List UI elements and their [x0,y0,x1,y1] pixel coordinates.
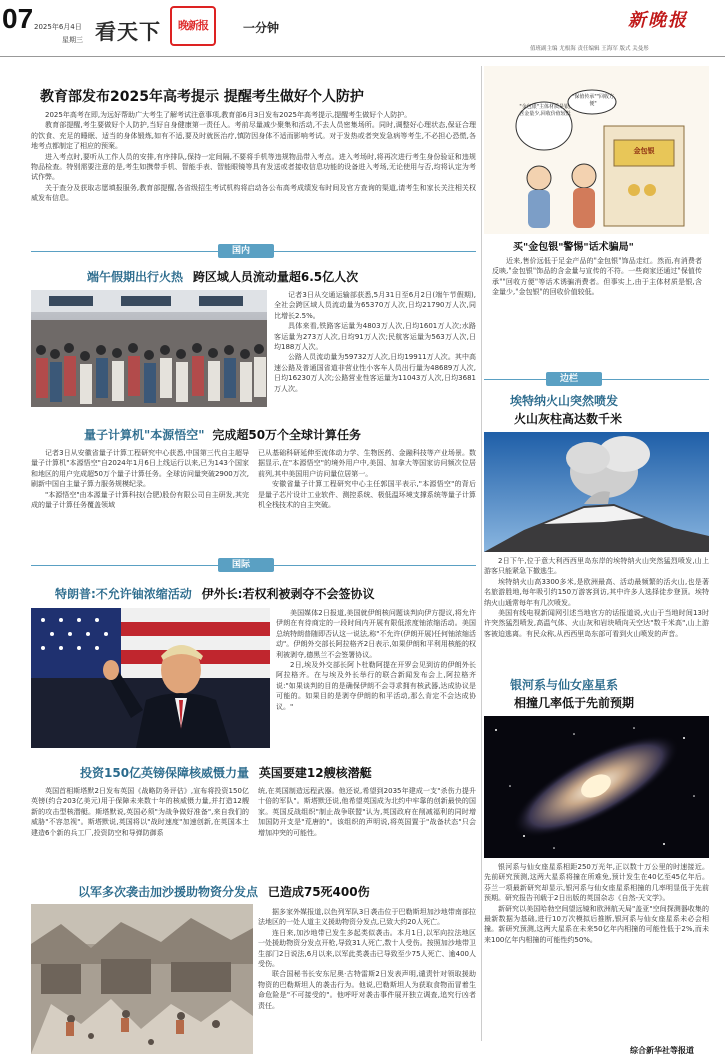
uk-col2: 统,在英国制造远程武器。他还说,希望到2035年建成一支"杀伤力提升十倍的军队"。斯塔默还说,他希望英国成为北约中牢靠的创新最快的国家。英国反战组织"制止战争联盟"认为,英国政府在削减福利的同时增加国防开支是"荒唐的"。该组织的声明说,将英国置于"战备状态"只会增加冲突的可能性。 [258,787,476,837]
etna-photo [484,432,709,552]
editors-line: 值班副主编 尤根海 责任编辑 王海军 版式 关曼彤 [530,46,649,52]
trump-headline-black: 伊外长:若权利被剥夺不会签协议 [201,587,375,601]
etna-headline-1: 埃特纳火山突然喷发 [510,394,619,408]
holiday-p2: 具体来看,铁路客运量为4803万人次,日均1601万人次;水路客运量为273万人次,日均91万人次;民航客运量为563万人次,日均188万人次。 [274,322,476,352]
gaza-body [258,907,476,1011]
holiday-p3: 公路人员流动量为59732万人次,日均19911万人次。其中高速公路及普通国省道非营业性小客车人员出行量为48689万人次,日均16230万人次;公路营业性客运量为11043万人次,日均3681万人次。 [274,353,476,393]
seal-text: 晚新报 [178,19,208,32]
cartoon-bubble-2: "保值传承""回收方便" [572,94,614,107]
holiday-body [274,290,476,394]
uk-headline-black: 英国要建12艘核潜艇 [258,766,372,780]
trump-headline [55,585,374,602]
gaokao-p4: 关于查分及获取志愿填报服务,教育部提醒,各省级招生考试机构将启动各公布高考成绩发布时间及官方查询的渠道,请考生和家长关注相关权威发布信息。 [31,183,476,203]
holiday-p1: 记者3日从交通运输部获悉,5月31日至6月2日(端午节假期),全社会跨区域人员流动量为65370万人次,日均21790万人次,同比增长2.5%。 [274,291,476,320]
holiday-headline-blue: 端午假期出行火热 [87,270,184,284]
galaxy-body [484,862,709,945]
intl-banner-label: 国际 [232,560,251,570]
gaza-headline-black: 已造成75死400伤 [267,885,370,899]
quantum-col1-p2: "本源悟空"由本源量子计算科技(合肥)股份有限公司自主研发,其完成的量子计算任务覆盖领域 [31,490,249,510]
quantum-headline [84,426,361,443]
galaxy-headline-1: 银河系与仙女座星系 [510,678,619,692]
trump-p1: 美国媒体2日报道,美国就伊朗核问题谈判向伊方提议,将允许伊朗在有待商定的一段时间内开展有限低浓度铀浓缩活动。美国总统特朗普随即否认这一说法,称"不允许(伊朗开展)任何铀浓缩活动"。伊朗外交部长阿拉格齐2日表示,如果伊朗和平利用核能的权利被剥夺,德黑兰不会签署协议。 [276,609,476,659]
etna-p1: 2日下午,位于意大利西西里岛东岸的埃特纳火山突然猛烈喷发,山上游客只能紧急下撤逃生。 [484,557,709,576]
trump-photo [31,608,270,748]
gaza-photo [31,904,253,1054]
gaokao-p1: 2025年高考在即,为远好帮助广大考生了解考试注意事项,教育部6月3日发布2025年高考提示,提醒考生做好个人防护。 [45,111,412,119]
masthead [0,0,725,58]
gold-body: 近来,售价远低于足金产品的"金包银"饰品走红。然而,有消费者反映,"金包银"饰品的含金量与宣传的不符。一些商家还通过"保值传承""回收方便"等话术诱骗消费者。但事实上,由于主体材质是银,含金量少,"金包银"的回收价值较低。 [492,257,702,297]
quantum-col2-p1: 已从基础科研延伸至流体动力学、生物医药、金融科技等产业场景。数据显示,在"本源悟空"的境外用户中,美国、加拿大等国家访问频次位居前列,其中美国用户访问量位居第一。 [258,449,476,478]
gaokao-p2: 教育部提醒,考生要做好个人防护,当好自身健康第一责任人。考前尽量减少聚集和活动,不去人员密集场所。同时,调整好心理状态,保证合理的饮食、充足的睡眠、适当的身体锻炼,如有不适,要及时就医治疗,慎防因身体不适而影响考试。对于发热或者突发急病等考生,不必担心恐慌,各地考点都制定了相应的预案。 [31,121,476,151]
galaxy-p2: 新研究以美国哈勃空间望远镜和欧洲航天局"盖亚"空间探测器收集的最新数据为基础,进行10万次模拟后推断,银河系与仙女座星系未必会相撞。新研究预测,这两大星系在未来50亿年内相撞的可能性低于2%,而未来100亿年内相撞的可能性约50%。 [484,904,709,944]
border-banner-label: 边栏 [560,374,579,384]
cartoon-bubble-1: "金包银"主体材质是银,含金量少,回收价值较低 [519,104,571,117]
gaza-p2: 连日来,加沙地带已发生多起类似袭击。本月1日,以军向拉法地区一处援助物资分发点开枪,导致31人死亡,数十人受伤。按照加沙地带卫生部门2日说法,6月以来,以军此类袭击已导致至少75人死亡、逾400人受伤。 [258,928,476,969]
gold-headline: 买"金包银"警惕"话术骗局" [513,242,634,253]
galaxy-p1: 银河系与仙女座星系相距250万光年,正以数十万公里的时速接近。先前研究预测,这两大星系将撞在所难免,预计发生在40亿至45亿年后。芬兰一项最新研究却显示,银河系与仙女座星系相撞的几率明显低于先前预期。研究报告刊载于2日出版的英国杂志《自然-天文学》。 [484,863,709,903]
etna-p3: 美国有线电视新闻网引述当地官方的话报道说,火山于当地时间13时许突然猛烈喷发,高温气体、火山灰和岩块喷向天空达"数千米高",山上游客被迫逃离。有民众称,从西西里岛东部可看到火山喷发的声音。 [484,609,709,638]
quantum-headline-blue: 量子计算机"本源悟空" [84,428,205,442]
quantum-col2 [258,448,476,510]
uk-headline-blue: 投资150亿英镑保障核威慑力量 [80,766,250,780]
page-number: 07 [2,3,34,34]
holiday-headline [87,268,358,285]
column-title: 一分钟 [243,21,280,35]
issue-weekday: 星期三 [62,36,83,44]
footer-credit: 综合新华社等报道 [630,1046,694,1055]
quantum-col1-p1: 记者3日从安徽省量子计算工程研究中心获悉,中国第三代自主超导量子计算机"本源悟空"自2024年1月6日上线运行以来,已为143个国家和地区的用户完成超50万个量子计算任务。全球访问量突破2900万次,刷新中国自主量子算力服务规模纪录。 [31,449,249,489]
gaza-p1: 据多家外媒报道,以色列军队3日袭击位于巴勒斯坦加沙地带南部拉法地区的一处人道主义援助物资分发点,已致大约20人死亡。 [258,908,476,927]
etna-headline-2: 火山灰柱高达数千米 [514,412,623,426]
galaxy-photo [484,716,709,858]
quantum-col2-p2: 安徽省量子计算工程研究中心主任郭国平表示,"本源悟空"的背后是量子芯片设计工业软件、测控系统、极低温环境支撑系统等量子计算机全栈技术的自主突破。 [258,480,476,510]
gaza-p3: 联合国秘书长安东尼奥·古特雷斯2日发表声明,谴责针对领取援助物资的巴勒斯坦人的袭击行为。他说,巴勒斯坦人为获取食物而冒着生命危险是"不可接受的"。他呼吁对袭击事件展开独立调查,追究行凶者责任。 [258,970,476,1010]
trump-p2: 2日,埃及外交部长阿卜杜勒阿提在开罗会见到访的伊朗外长阿拉格齐。在与埃及外长举行的联合新闻发布会上,阿拉格齐说:"如果谈判的目的是确保伊朗不会寻求拥有核武器,达成协议是可能的。如果目的是剥夺伊朗的和平活动,那么肯定不会达成协议。" [276,661,476,711]
column-divider [481,66,482,1041]
holiday-headline-black: 跨区域人员流动量超6.5亿人次 [192,270,359,284]
gaza-headline [78,883,370,900]
gaokao-headline: 教育部发布2025年高考提示 提醒考生做好个人防护 [40,89,364,105]
galaxy-headline-2: 相撞几率低于先前预期 [514,696,635,710]
newspaper-logo: 新晚报 [628,10,688,31]
cartoon-shop-sign: 金包银 [633,147,655,155]
uk-col1: 英国首相斯塔默2日发布英国《战略防务评估》,宣布将投资150亿英镑(约合203亿美元)用于保障未来数十年的核威慑力量,并打造12艘新的攻击型核潜艇。斯塔默说,英国必须"为战争做好准备",来自我们的威胁"不容忽视"。斯塔默说,英国将以"战时速度"加速创新,在英国本土建造6个新的兵工厂,投资防空和导弹防御系 [31,787,249,837]
section-title: 看天下 [95,20,161,44]
gaokao-body [31,110,476,204]
gold-cartoon [484,66,709,234]
etna-p2: 埃特纳火山高3300多米,是欧洲最高、活动最频繁的活火山,也是著名旅游胜地,每年吸引约150万游客到访,其中许多人选择徒步登顶。埃特纳火山通常每年有几次喷发。 [484,577,709,607]
domestic-banner-label: 国内 [232,246,251,256]
issue-date: 2025年6月4日 [34,23,82,31]
seal-logo [170,6,216,46]
gaokao-p3: 进入考点时,要听从工作人员的安排,有序排队,保持一定间隔,不要将手机等违规物品带入考点。进入考场时,将再次进行考生身份验证和违规物品检查。特别需要注意的是,考生如携带手机、智能手表、智能眼镜等具有发送或者接收信息功能的设备进入考场,无论使用与否,均将认定为考试作弊。 [31,152,476,182]
uk-headline [80,764,372,781]
etna-body [484,556,709,639]
trump-headline-blue: 特朗普:不允许铀浓缩活动 [55,587,192,601]
quantum-col1 [31,448,249,510]
quantum-headline-black: 完成超50万个全球计算任务 [212,428,362,442]
masthead-rule [0,56,725,57]
gaza-headline-blue: 以军多次袭击加沙援助物资分发点 [78,885,259,899]
train-station-photo [31,290,267,407]
trump-body [276,608,476,712]
